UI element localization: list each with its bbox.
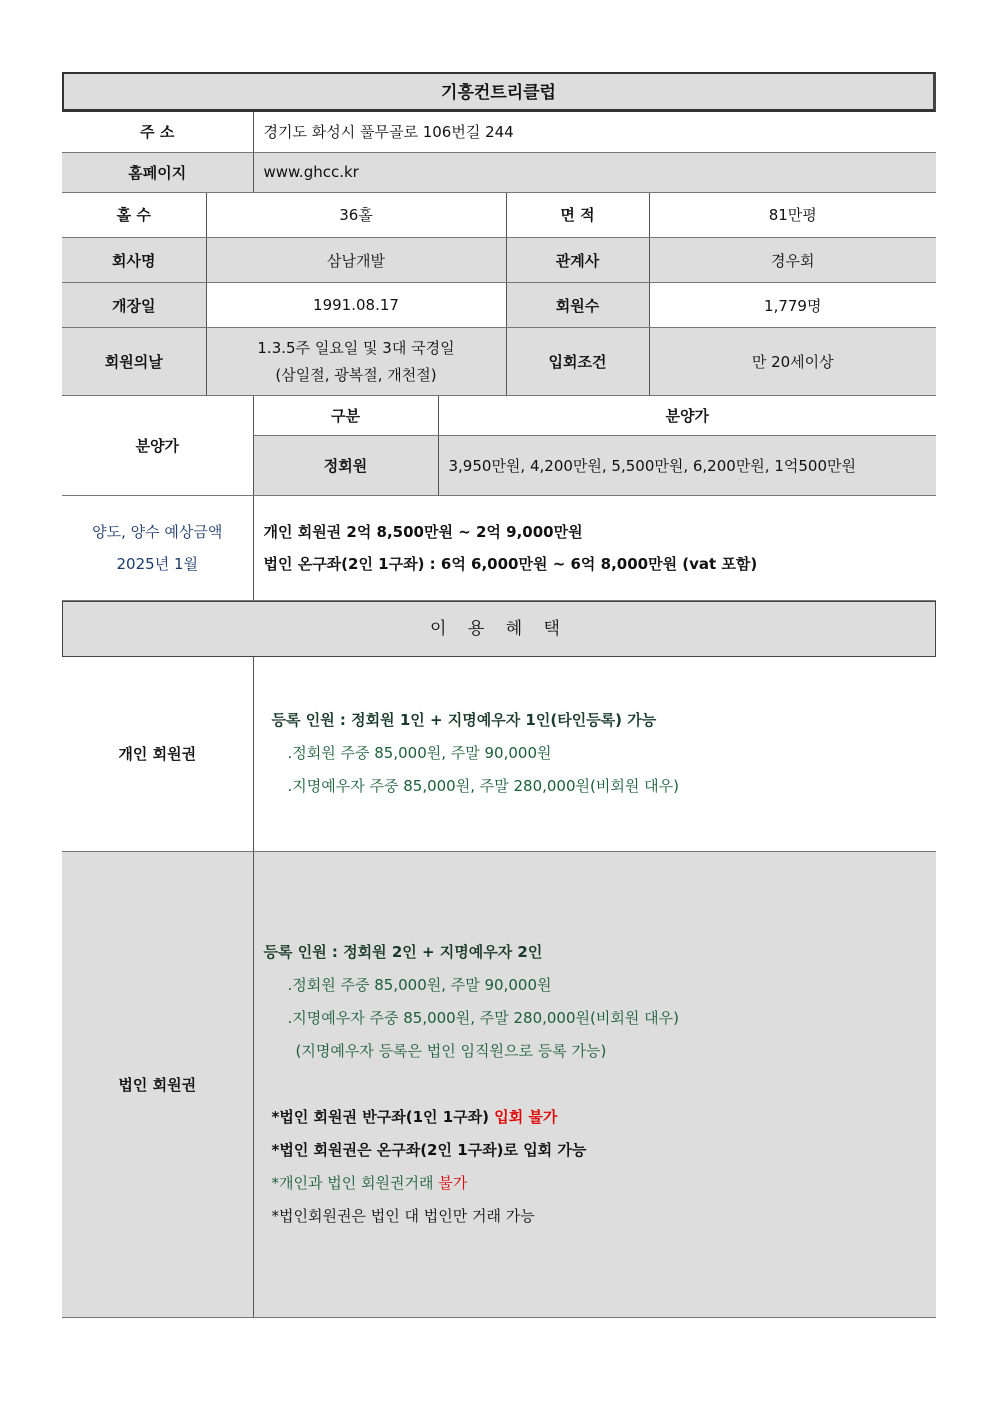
transfer-table (62, 496, 936, 602)
transfer-label-line1: 양도, 양수 예상금액 (92, 522, 223, 541)
corporate-member-fee: .정회원 주중 85,000원, 주말 90,000원 (287, 975, 552, 994)
info-table (62, 112, 936, 193)
sale-label: 분양가 (62, 396, 253, 495)
corporate-benefits (253, 851, 936, 1317)
transfer-label (62, 496, 253, 601)
company-label: 회사명 (62, 238, 206, 283)
corporate-note-c2c: *법인회원권은 법인 대 법인만 거래 가능 (271, 1206, 535, 1225)
corporate-guest-note: (지명예우자 등록은 법인 임직원으로 등록 가능) (295, 1041, 607, 1060)
corporate-guest-fee: .지명예우자 주중 85,000원, 주말 280,000원(비회원 대우) (287, 1008, 679, 1027)
members-label: 회원수 (506, 283, 649, 328)
area-label: 면 적 (506, 193, 649, 238)
sale-table (62, 396, 936, 496)
opened-value: 1991.08.17 (206, 283, 506, 328)
sale-col-category: 구분 (253, 396, 438, 435)
affiliate-value: 경우회 (649, 238, 936, 283)
join-condition-value: 만 20세이상 (649, 328, 936, 396)
corporate-note-full: *법인 회원권은 온구좌(2인 1구좌)로 입회 가능 (271, 1140, 587, 1159)
sale-row-value: 3,950만원, 4,200만원, 5,500만원, 6,200만원, 1억500만원 (438, 435, 936, 495)
benefits-table (62, 657, 936, 1318)
sale-col-price: 분양가 (438, 396, 936, 435)
transfer-personal: 개인 회원권 2억 8,500만원 ~ 2억 9,000만원 (263, 522, 583, 541)
holes-label: 홀 수 (62, 193, 206, 238)
corporate-label: 법인 회원권 (62, 851, 253, 1317)
homepage-link[interactable]: www.ghcc.kr (253, 152, 936, 192)
personal-registration: 등록 인원 : 정회원 1인 + 지명예우자 1인(타인등록) 가능 (271, 711, 657, 730)
transfer-label-date: 2025년 1월 (116, 554, 198, 573)
not-allowed-text: 입회 불가 (494, 1107, 558, 1126)
club-title: 기흥컨트리클럽 (62, 72, 936, 112)
club-info-document (62, 72, 936, 1318)
homepage-label: 홈페이지 (62, 152, 253, 192)
members-value: 1,779명 (649, 283, 936, 328)
area-value: 81만평 (649, 193, 936, 238)
member-day-line1: 1.3.5주 일요일 및 3대 국경일 (257, 338, 455, 357)
personal-benefits (253, 657, 936, 851)
address-value: 경기도 화성시 풀무골로 106번길 244 (253, 112, 936, 152)
join-condition-label: 입회조건 (506, 328, 649, 396)
trade-not-allowed-text: 불가 (438, 1173, 468, 1192)
corporate-note-half: *법인 회원권 반구좌(1인 1구좌) 입회 불가 (271, 1107, 558, 1126)
personal-guest-fee: .지명예우자 주중 85,000원, 주말 280,000원(비회원 대우) (287, 777, 679, 796)
corporate-registration: 등록 인원 : 정회원 2인 + 지명예우자 2인 (263, 942, 543, 961)
address-label: 주 소 (62, 112, 253, 152)
benefits-title: 이 용 혜 택 (62, 601, 936, 657)
member-day-label: 회원의날 (62, 328, 206, 396)
personal-member-fee: .정회원 주중 85,000원, 주말 90,000원 (287, 744, 552, 763)
member-day-line2: (삼일절, 광복절, 개천절) (275, 365, 437, 384)
transfer-value (253, 496, 936, 601)
member-day-value (206, 328, 506, 396)
corporate-note-trade: *개인과 법인 회원권거래 불가 (271, 1173, 468, 1192)
sale-row-label: 정회원 (253, 435, 438, 495)
holes-value: 36홀 (206, 193, 506, 238)
transfer-corporate: 법인 온구좌(2인 1구좌) : 6억 6,000만원 ~ 6억 8,000만원 (vat 포함) (263, 554, 758, 573)
company-value: 삼남개발 (206, 238, 506, 283)
opened-label: 개장일 (62, 283, 206, 328)
affiliate-label: 관계사 (506, 238, 649, 283)
facts-table (62, 193, 936, 397)
personal-label: 개인 회원권 (62, 657, 253, 851)
